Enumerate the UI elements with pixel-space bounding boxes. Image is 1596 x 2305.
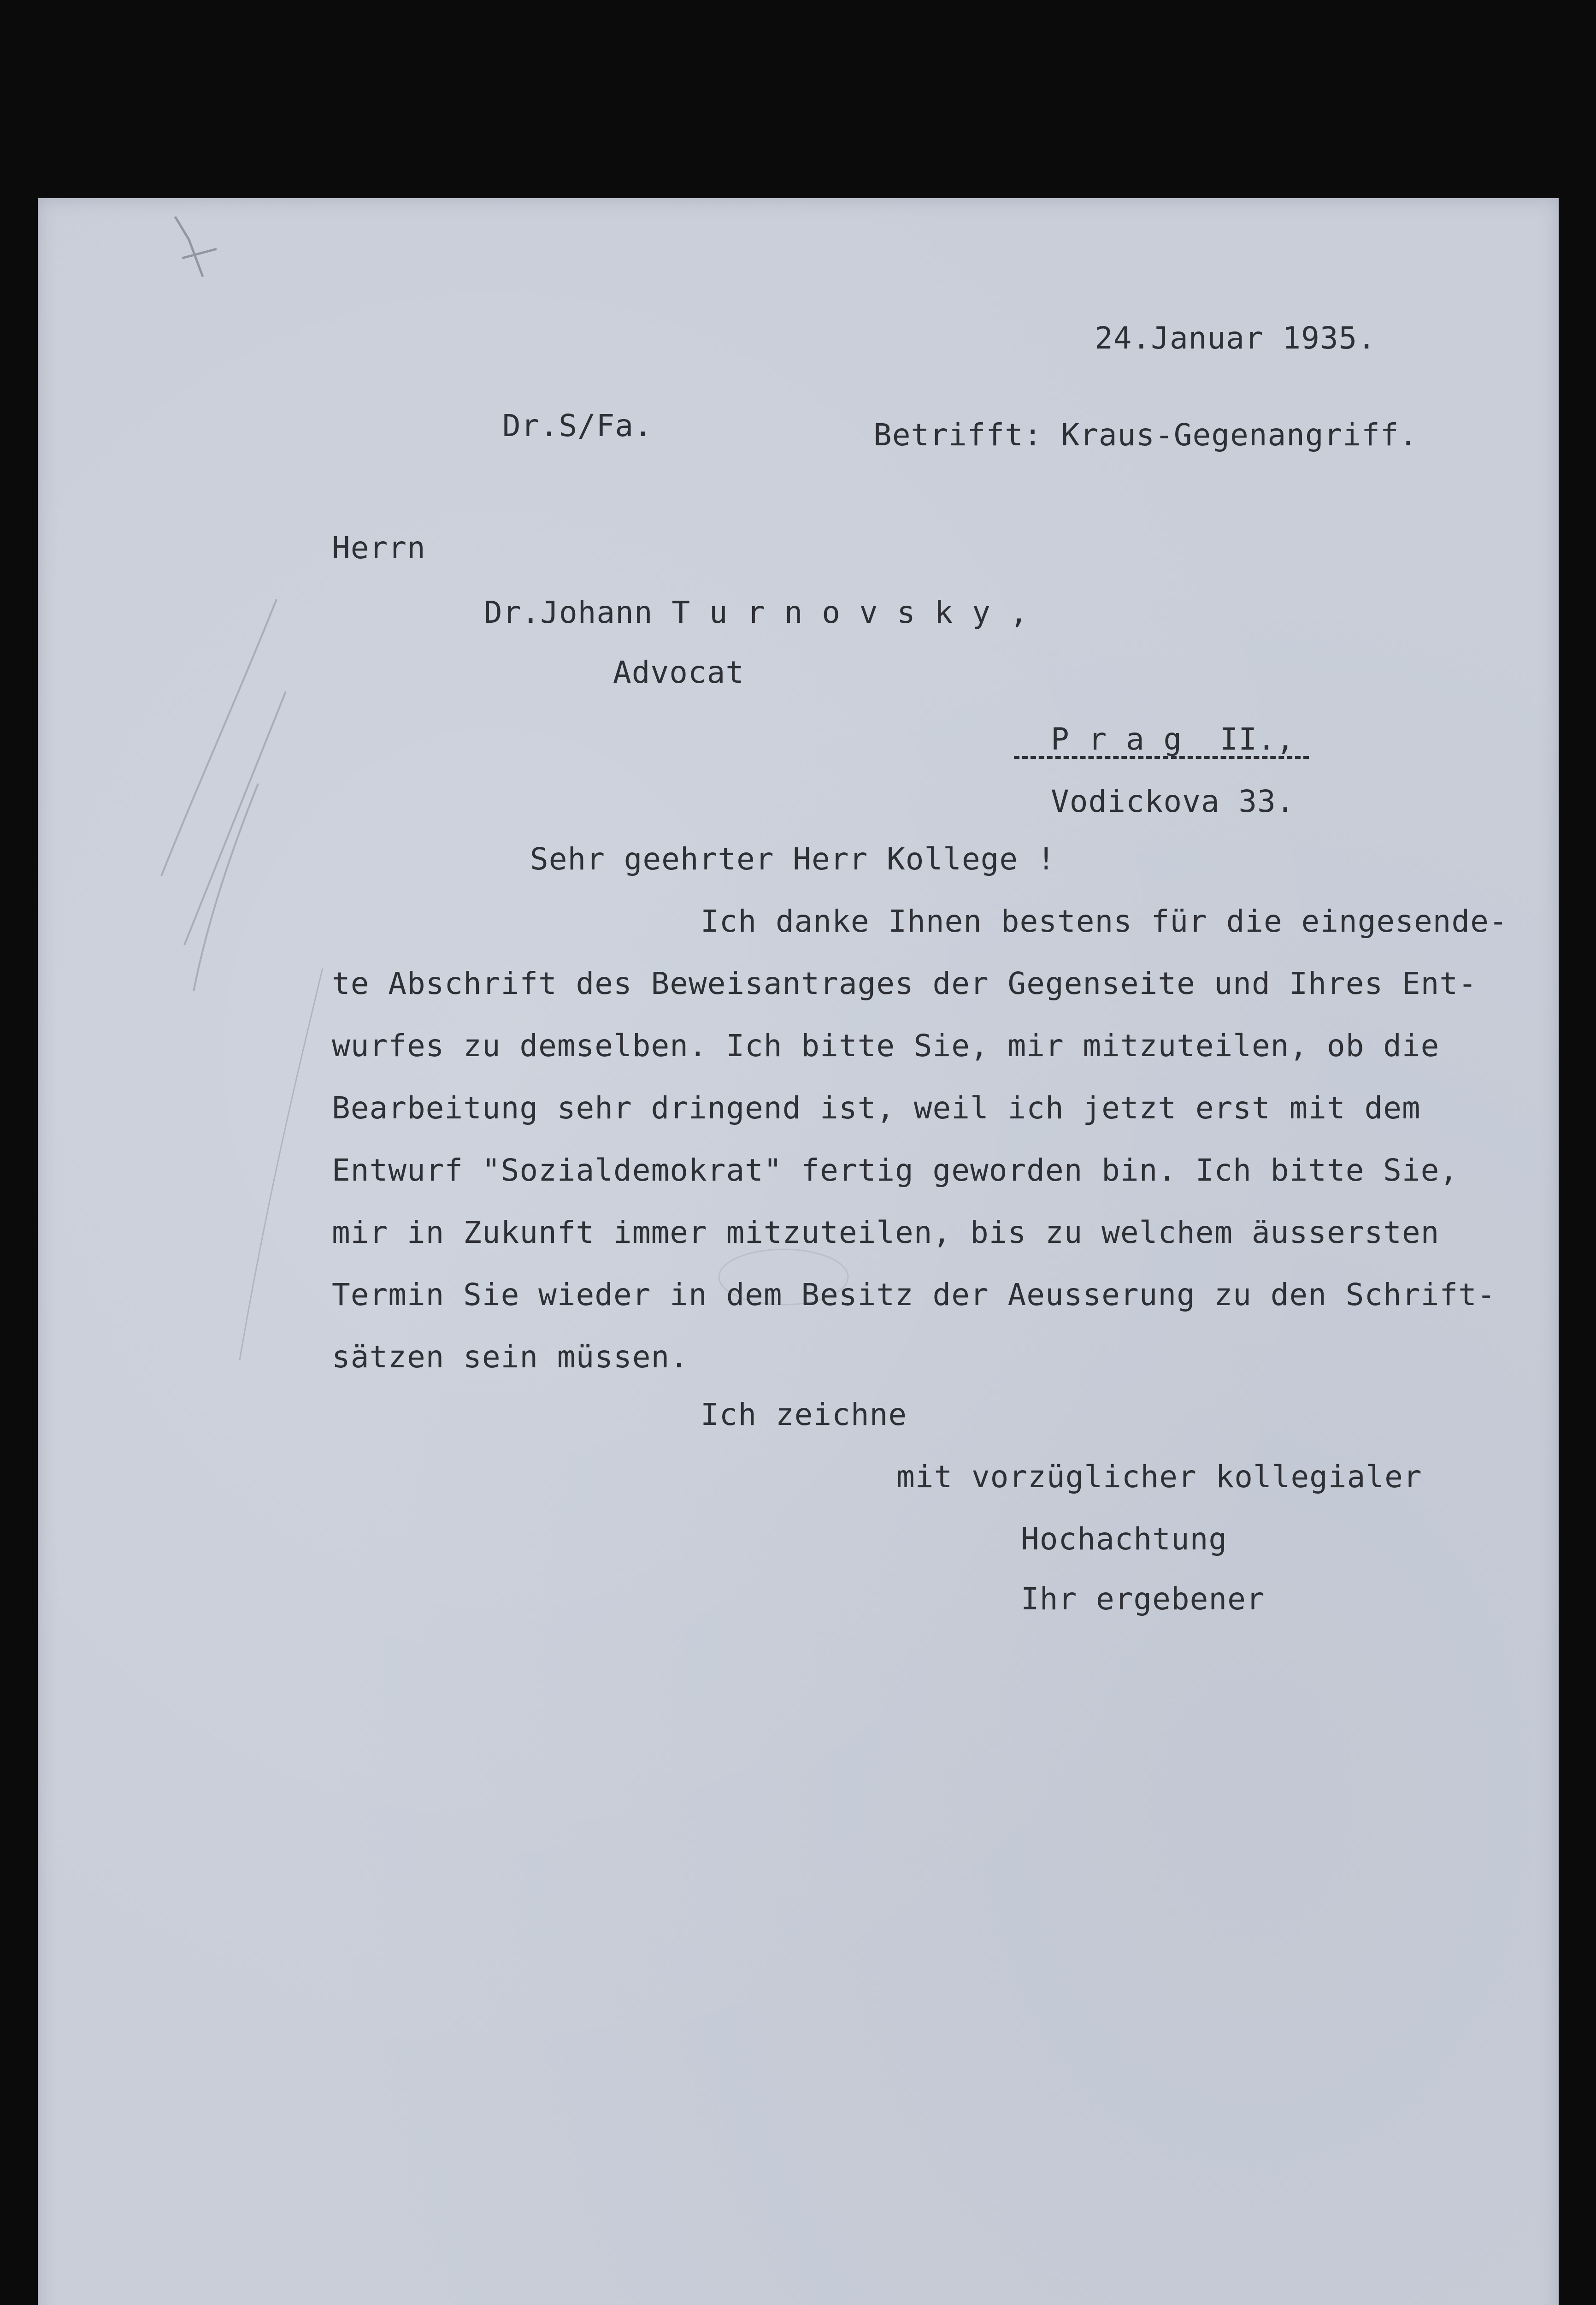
body-line: Termin Sie wieder in dem Besitz der Aeusserung zu den Schrift- [332, 1277, 1496, 1312]
greeting: Sehr geehrter Herr Kollege ! [530, 841, 1056, 877]
letter-sheet [38, 198, 1559, 2305]
body-line: Ich danke Ihnen bestens für die eingesende- [701, 904, 1508, 939]
body-line: Bearbeitung sehr dringend ist, weil ich jetzt erst mit dem [332, 1090, 1421, 1126]
closing-line: Hochachtung [1021, 1521, 1228, 1557]
closing-line: Ich zeichne [701, 1397, 907, 1432]
city-underline [1014, 756, 1309, 759]
closing-line: mit vorzüglicher kollegialer [896, 1459, 1422, 1495]
body-line: mir in Zukunft immer mitzuteilen, bis zu welchem äussersten [332, 1215, 1440, 1250]
body-line: te Abschrift des Beweisantrages der Gegenseite und Ihres Ent- [332, 966, 1477, 1001]
closing-line: Ihr ergebener [1021, 1581, 1265, 1617]
letter-date: 24.Januar 1935. [1095, 320, 1377, 356]
body-line: wurfes zu demselben. Ich bitte Sie, mir mitzuteilen, ob die [332, 1028, 1440, 1064]
body-line: sätzen sein müssen. [332, 1339, 689, 1375]
recipient-city: P r a g II., [1051, 721, 1295, 757]
body-line: Entwurf "Sozialdemokrat" fertig geworden bin. Ich bitte Sie, [332, 1152, 1459, 1188]
recipient-street: Vodickova 33. [1051, 784, 1295, 819]
recipient-name: Dr.Johann T u r n o v s k y , [484, 595, 1029, 630]
recipient-profession: Advocat [613, 655, 745, 690]
letter-reference: Dr.S/Fa. [502, 408, 653, 443]
letter-subject: Betrifft: Kraus-Gegenangriff. [873, 417, 1418, 453]
recipient-title: Herrn [332, 530, 426, 566]
